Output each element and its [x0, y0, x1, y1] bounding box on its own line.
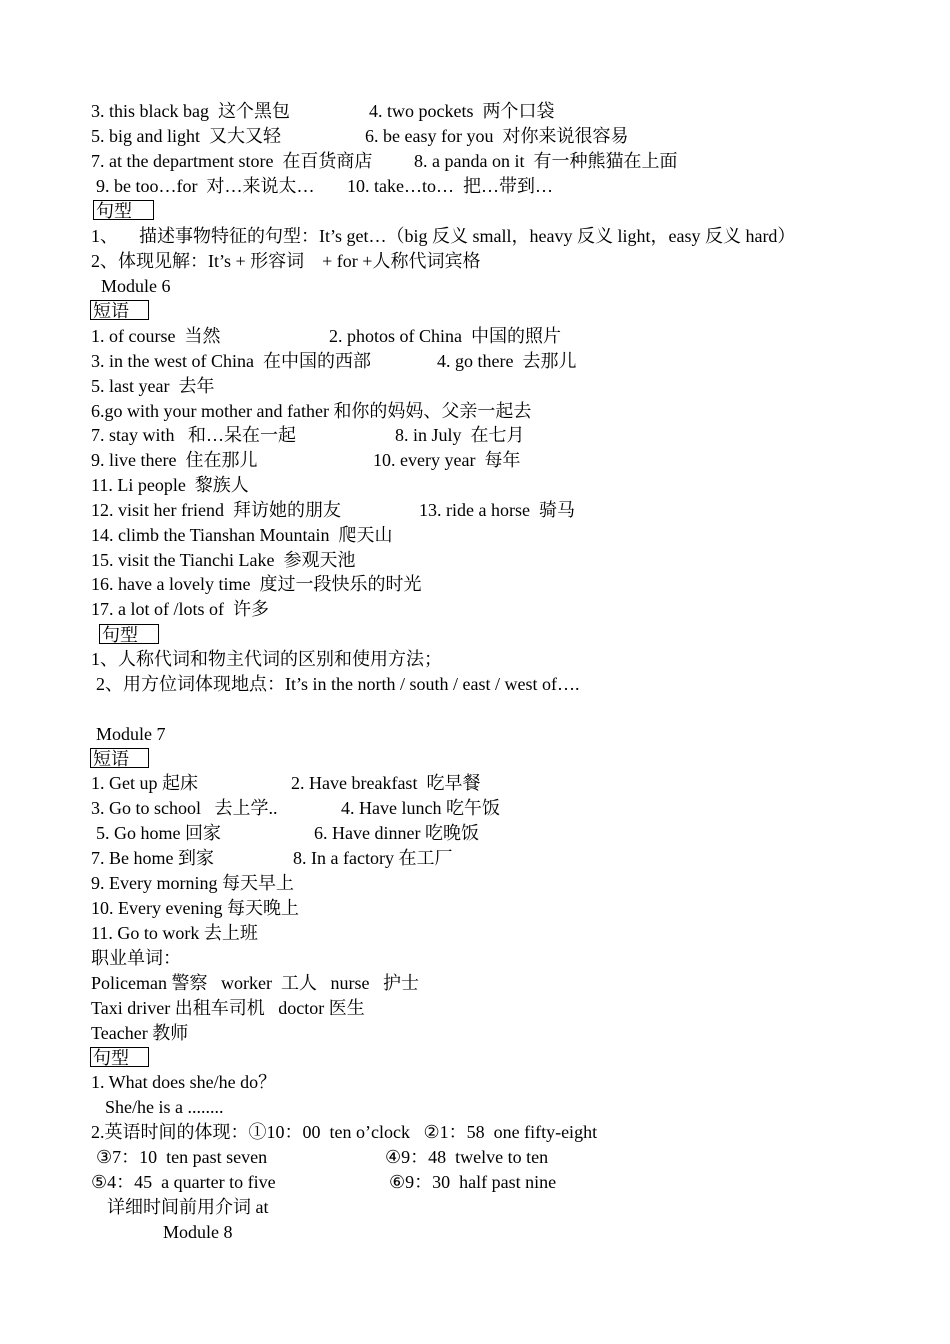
section-heading-sentences: 句型 [93, 200, 154, 220]
jobs-line: Taxi driver 出租车司机 doctor 医生 [91, 998, 365, 1018]
phrase-item: 7. Be home 到家 [91, 848, 214, 868]
section-heading-sentences: 句型 [99, 624, 159, 644]
phrase-item: 5. last year 去年 [91, 376, 215, 396]
phrase-item: 11. Li people 黎族人 [91, 475, 249, 495]
note-line: 详细时间前用介词 at [107, 1197, 269, 1217]
time-example: ⑤4：45 a quarter to five [91, 1172, 276, 1192]
phrase-item: 15. visit the Tianchi Lake 参观天池 [91, 550, 356, 570]
phrase-item: 7. at the department store 在百货商店 [91, 151, 373, 171]
sentence-item: She/he is a ........ [105, 1097, 224, 1117]
sentence-item: 1、人称代词和物主代词的区别和使用方法； [91, 649, 442, 669]
phrase-item: 4. Have lunch 吃午饭 [341, 798, 500, 818]
time-example: ④9：48 twelve to ten [385, 1147, 549, 1167]
section-heading-sentences: 句型 [90, 1047, 149, 1067]
phrase-item: 5. Go home 回家 [96, 823, 221, 843]
phrase-item: 3. Go to school 去上学.. [91, 798, 278, 818]
module-title: Module 7 [96, 724, 166, 744]
phrase-item: 7. stay with 和…呆在一起 [91, 425, 296, 445]
phrase-item: 6.go with your mother and father 和你的妈妈、父亲一起去 [91, 401, 532, 421]
phrase-item: 4. go there 去那儿 [437, 351, 577, 371]
phrase-item: 10. take…to… 把…带到… [347, 176, 553, 196]
phrase-item: 11. Go to work 去上班 [91, 923, 258, 943]
phrase-item: 8. in July 在七月 [395, 425, 525, 445]
phrase-item: 10. every year 每年 [373, 450, 521, 470]
phrase-item: 2. Have breakfast 吃早餐 [291, 773, 481, 793]
phrase-item: 8. In a factory 在工厂 [293, 848, 453, 868]
phrase-item: 5. big and light 又大又轻 [91, 126, 281, 146]
section-heading-phrases: 短语 [90, 748, 149, 768]
jobs-line: Policeman 警察 worker 工人 nurse 护士 [91, 973, 419, 993]
sentence-item: 描述事物特征的句型：It’s get…（big 反义 small，heavy 反义 light，easy 反义 hard） [139, 226, 796, 246]
phrase-item: 14. climb the Tianshan Mountain 爬天山 [91, 525, 393, 545]
time-example: ⑥9：30 half past nine [389, 1172, 557, 1192]
phrase-item: 2. photos of China 中国的照片 [329, 326, 561, 346]
section-heading-phrases: 短语 [90, 300, 149, 320]
phrase-item: 9. Every morning 每天早上 [91, 873, 294, 893]
sentence-number: 1、 [91, 226, 118, 246]
module-title: Module 6 [101, 276, 171, 296]
phrase-item: 6. Have dinner 吃晚饭 [314, 823, 479, 843]
phrase-item: 12. visit her friend 拜访她的朋友 [91, 500, 341, 520]
time-example: ③7：10 ten past seven [96, 1147, 268, 1167]
jobs-line: Teacher 教师 [91, 1023, 189, 1043]
phrase-item: 6. be easy for you 对你来说很容易 [365, 126, 629, 146]
sentence-item: 2.英语时间的体现：①10：00 ten o’clock ②1：58 one fifty-eight [91, 1122, 598, 1142]
phrase-item: 1. of course 当然 [91, 326, 221, 346]
sentence-item: 2、用方位词体现地点：It’s in the north / south / east / west of…. [96, 674, 580, 694]
phrase-item: 17. a lot of /lots of 许多 [91, 599, 269, 619]
module-title: Module 8 [163, 1222, 233, 1242]
phrase-item: 9. live there 住在那儿 [91, 450, 258, 470]
phrase-item: 3. this black bag 这个黑包 [91, 101, 290, 121]
phrase-item: 10. Every evening 每天晚上 [91, 898, 299, 918]
sentence-item: 2、体现见解：It’s + 形容词 + for +人称代词宾格 [91, 251, 481, 271]
jobs-label: 职业单词： [91, 948, 181, 968]
phrase-item: 1. Get up 起床 [91, 773, 198, 793]
phrase-item: 16. have a lovely time 度过一段快乐的时光 [91, 574, 422, 594]
phrase-item: 8. a panda on it 有一种熊猫在上面 [414, 151, 678, 171]
phrase-item: 9. be too…for 对…来说太… [96, 176, 315, 196]
sentence-item: 1. What does she/he do？ [91, 1072, 277, 1092]
phrase-item: 13. ride a horse 骑马 [419, 500, 575, 520]
phrase-item: 4. two pockets 两个口袋 [369, 101, 555, 121]
phrase-item: 3. in the west of China 在中国的西部 [91, 351, 371, 371]
